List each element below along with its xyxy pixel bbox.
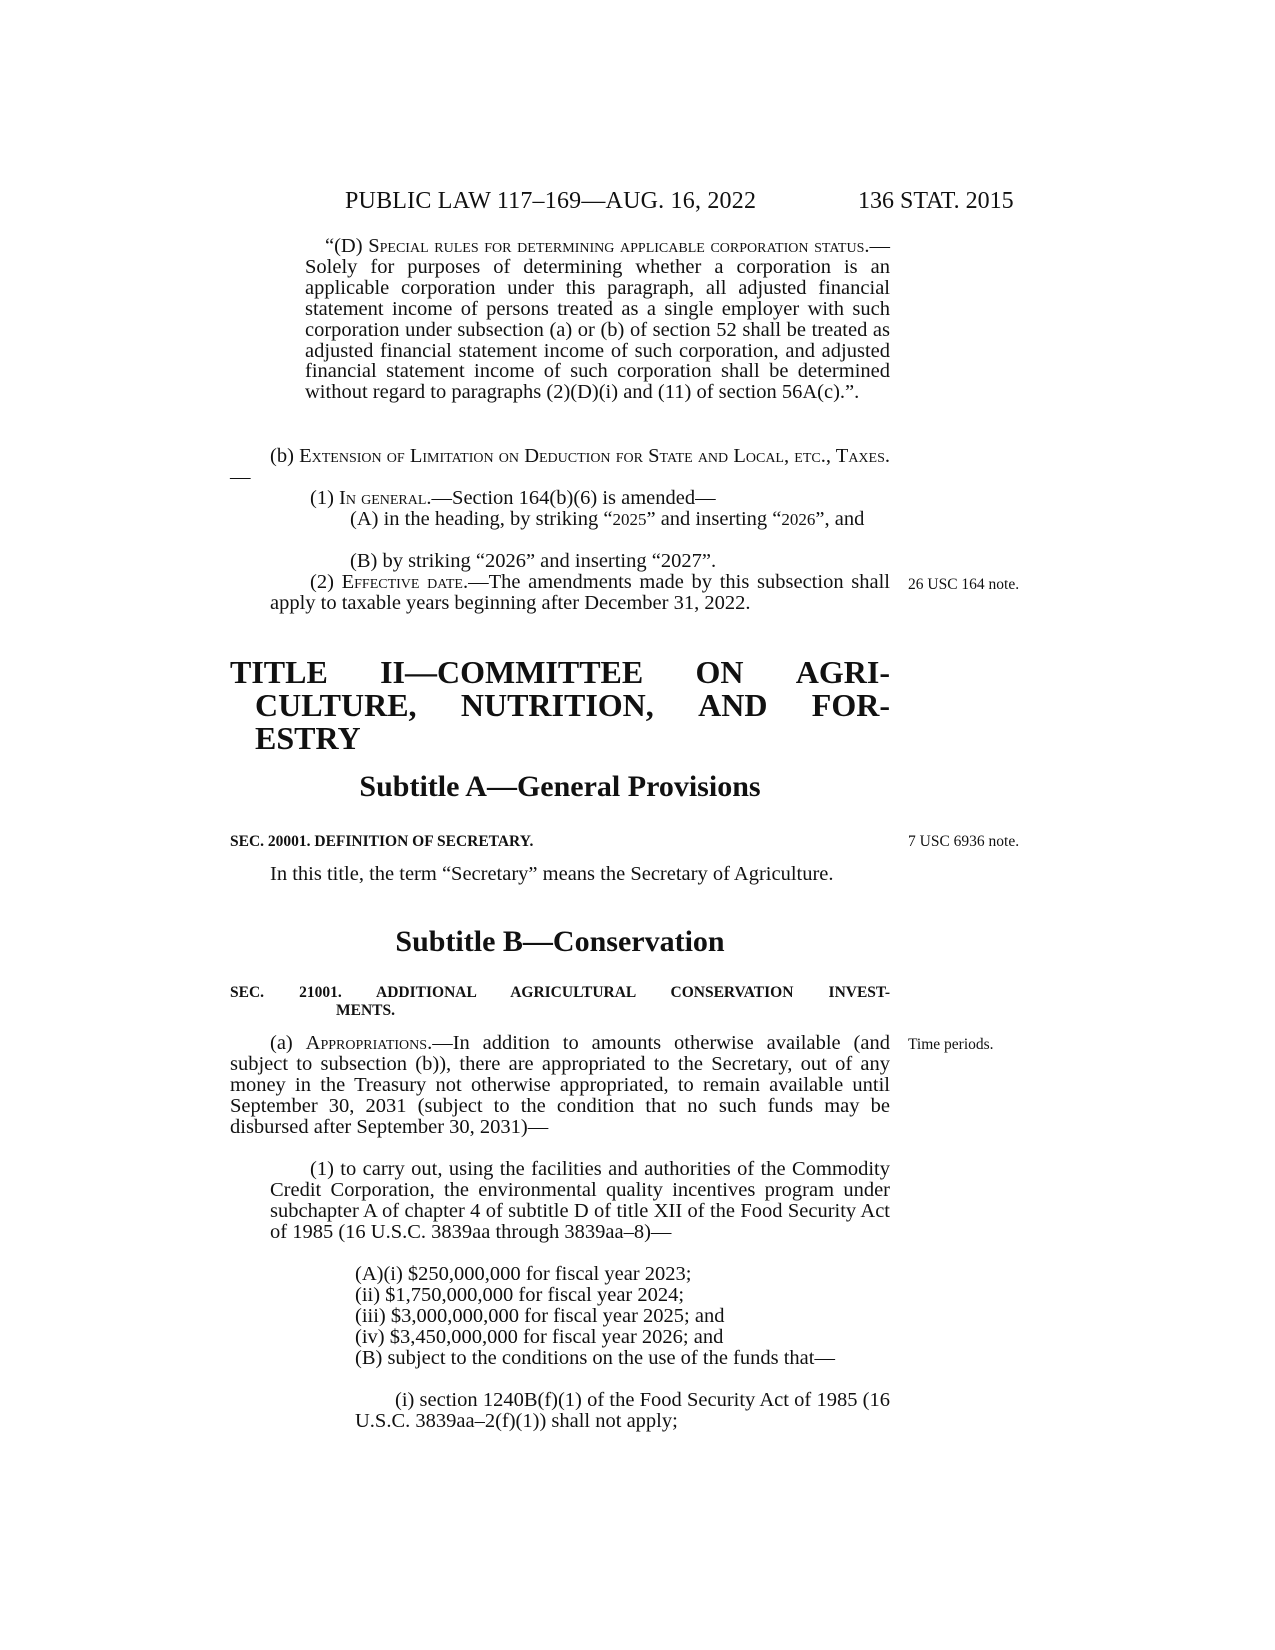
subtitle-b-heading: Subtitle B—Conservation	[395, 925, 725, 958]
running-header-stat: 136 STAT. 2015	[858, 188, 1014, 214]
paragraph-1-in-general: (1) In general.—Section 164(b)(6) is amended—	[310, 487, 716, 509]
section-20001-text: In this title, the term “Secretary” means the Secretary of Agriculture.	[270, 863, 834, 885]
margin-note-time-periods: Time periods.	[908, 1036, 994, 1053]
paragraph-heading: Special rules for determining applicable corporation status	[368, 235, 865, 257]
amount-line: (iii) $3,000,000,000 for fiscal year 2025; and	[355, 1305, 725, 1327]
margin-note-usc-6936: 7 USC 6936 note.	[908, 833, 1020, 850]
title-line-1: TITLE II—COMMITTEE ON AGRI-	[230, 654, 890, 690]
amount-line: (A)(i) $250,000,000 for fiscal year 2023;	[355, 1263, 692, 1285]
subparagraph-a-heading: (A) in the heading, by striking “2025” and inserting “2026”, and	[350, 508, 865, 530]
paragraph-1-carry-out: (1) to carry out, using the facilities and authorities of the Commodity Credit Corporation, the environmental quality incentives program under subchapter A of chapter 4 of subtitle D of title XII of the Food Security Act of 1985 (16 U.S.C. 3839aa through 3839aa–8)—	[270, 1158, 890, 1243]
clause-i-section-1240b: (i) section 1240B(f)(1) of the Food Security Act of 1985 (16 U.S.C. 3839aa–2(f)(1)) shall not apply;	[355, 1389, 890, 1432]
subsection-a-appropriations: (a) Appropriations.—In addition to amounts otherwise available (and subject to subsection (b)), there are appropriated to the Secretary, out of any money in the Treasury not otherwise appropriated, to remain available until September 30, 2031 (subject to the condition that no such funds may be disbursed after September 30, 2031)—	[230, 1032, 890, 1138]
title-line-2: CULTURE, NUTRITION, AND FOR-	[255, 687, 890, 723]
section-20001-heading: SEC. 20001. DEFINITION OF SECRETARY.	[230, 833, 534, 850]
running-header-law: PUBLIC LAW 117–169—AUG. 16, 2022	[345, 188, 757, 214]
title-ii-heading	[230, 656, 890, 755]
subtitle-a-heading: Subtitle A—General Provisions	[359, 770, 761, 803]
subsection-heading: Extension of Limitation on Deduction for State and Local, etc., Taxes	[299, 445, 885, 467]
title-line-3: ESTRY	[255, 720, 361, 756]
subparagraph-b-striking: (B) by striking “2026” and inserting “2027”.	[350, 550, 717, 572]
section-21001-heading-line2: MENTS.	[336, 1002, 395, 1019]
paragraph-heading: In general	[339, 487, 427, 509]
subsection-heading: Appropriations	[305, 1032, 428, 1054]
amount-line: (iv) $3,450,000,000 for fiscal year 2026; and	[355, 1326, 724, 1348]
subsection-b-heading: (b) Extension of Limitation on Deduction for State and Local, etc., Taxes.—	[230, 445, 890, 488]
paragraph-2-effective-date: (2) Effective date.—The amendments made by this subsection shall apply to taxable years beginning after December 31, 2022.	[270, 571, 890, 614]
paragraph-heading: Effective date	[341, 571, 463, 593]
paragraph-d-special-rules: “(D) Special rules for determining applicable corporation status.—Solely for purposes of determining whether a corporation is an applicable corporation under this paragraph, all adjusted financial statement income of persons treated as a single employer with such corporation under subsection (a) or (b) of section 52 shall be treated as adjusted financial statement income of such corporation, and adjusted financial statement income of such corporation shall be determined without regard to paragraphs (2)(D)(i) and (11) of section 56A(c).”.	[305, 235, 890, 404]
subparagraph-b-conditions: (B) subject to the conditions on the use of the funds that—	[355, 1347, 835, 1369]
amount-line: (ii) $1,750,000,000 for fiscal year 2024;	[355, 1284, 685, 1306]
margin-note-usc-164: 26 USC 164 note.	[908, 576, 1020, 593]
section-21001-heading-line1: SEC. 21001. ADDITIONAL AGRICULTURAL CONSERVATION INVEST-	[230, 984, 890, 1001]
